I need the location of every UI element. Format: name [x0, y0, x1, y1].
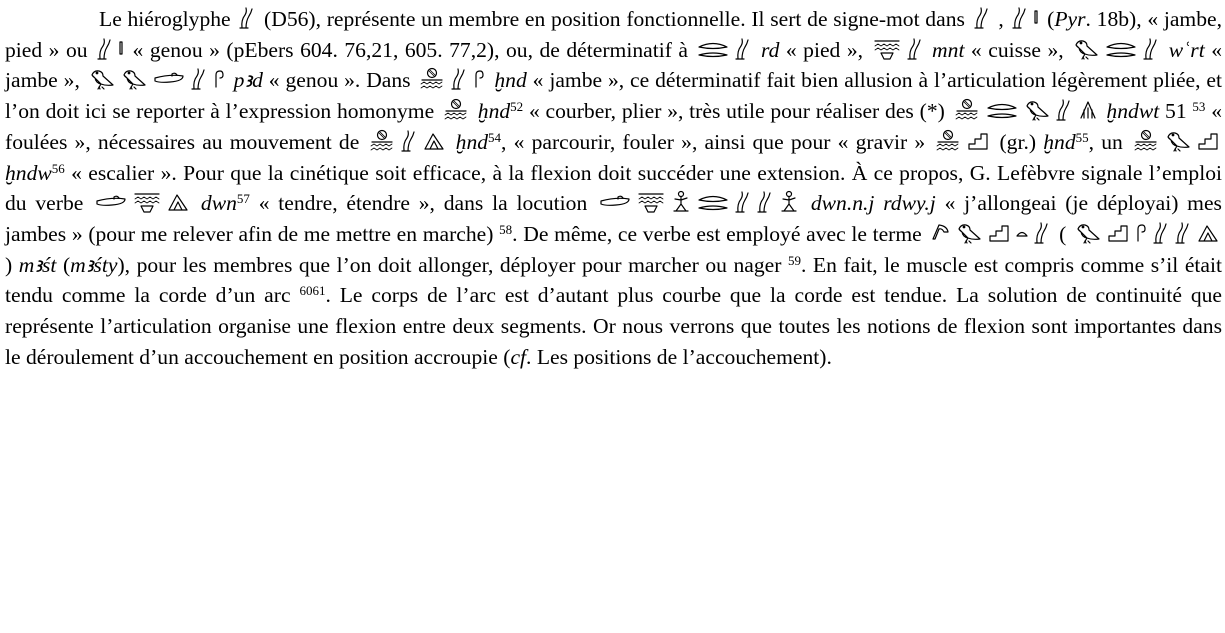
leg-icon: [96, 37, 114, 61]
leg-icon: [1142, 37, 1160, 61]
text-run: « escalier ». Pour que la cinétique soit efficace, à la flexion doit succéder une extension. À ce propos, G. Lefèbvre signale l’emploi du verbe: [5, 160, 1222, 216]
leg-icon: [1174, 221, 1192, 245]
placenta-icon: [418, 67, 446, 91]
leg-icon: [238, 6, 256, 30]
leg-icon: [400, 129, 418, 153]
footnote-ref: 59: [787, 252, 801, 268]
walk-icon: [422, 129, 446, 153]
transliteration: dwn: [200, 191, 237, 216]
text-run: Le hiéroglyphe: [99, 7, 237, 31]
text-run: « cuisse »,: [964, 37, 1071, 62]
transliteration: mꜣśt: [18, 252, 57, 277]
text-run: « j’allongeai (je déployai) mes jambes » (pour me relever afin de me mettre en marche): [5, 191, 1222, 246]
bird-icon: [88, 67, 116, 91]
plural-icon: [1077, 98, 1099, 122]
bird-icon: [1164, 129, 1192, 153]
transliteration: ḫnd: [455, 129, 489, 154]
text-run: [192, 191, 201, 215]
stairs-icon: [1106, 221, 1130, 245]
mouth-icon: [1104, 37, 1138, 61]
bird-icon: [955, 221, 983, 245]
text-run: ,: [992, 7, 1010, 31]
text-run: . De même, ce verbe est employé avec le terme: [512, 221, 928, 246]
hand-icon: [94, 190, 128, 214]
bird-icon: [1074, 221, 1102, 245]
leg-icon: [756, 190, 774, 214]
text-run: (: [1041, 7, 1055, 31]
transliteration: rd: [760, 37, 780, 62]
text-run: « genou » (pEbers 604. 76,21, 605. 77,2), ou, de déterminatif à: [126, 37, 695, 62]
text-run: , un: [1088, 129, 1130, 154]
leg-icon: [1033, 221, 1051, 245]
hand-icon: [598, 190, 632, 214]
footnote-ref: 54: [488, 129, 502, 145]
transliteration: ḫnd: [1043, 129, 1076, 154]
leg-icon: [1011, 6, 1029, 30]
text-run: « jambe »,: [5, 37, 1222, 93]
placenta-icon: [442, 98, 470, 122]
placenta-icon: [1132, 129, 1160, 153]
leg-icon: [1152, 221, 1170, 245]
transliteration: ḫndw: [5, 160, 52, 185]
leg-icon: [906, 37, 924, 61]
transliteration: dwn.n.j rdwy.j: [810, 191, 936, 216]
text-run: « genou ». Dans: [262, 68, 417, 93]
man-icon: [670, 190, 692, 214]
text-run: , « parcourir, fouler », ainsi que pour « gravir »: [501, 129, 933, 154]
transliteration: ḫnd: [477, 99, 511, 124]
bird-icon: [120, 67, 148, 91]
stairs-icon: [1196, 129, 1220, 153]
placenta-icon: [368, 129, 396, 153]
text-run: . 18b), « jambe, pied » ou: [5, 7, 1222, 62]
transliteration: pꜣd: [233, 68, 263, 93]
transliteration: wʿrt: [1168, 37, 1205, 62]
text-run: « jambe », ce déterminatif fait bien allusion à l’articulation légèrement pliée, et l’on doit ici se reporter à l’expression homonyme: [5, 68, 1222, 124]
coil-icon: [212, 67, 226, 91]
coil-icon: [472, 67, 486, 91]
mouth-icon: [696, 190, 730, 214]
text-run: (: [1053, 221, 1072, 246]
placenta-icon: [934, 129, 962, 153]
text-run: « foulées », nécessaires au mouvement de: [5, 99, 1223, 154]
walk-icon: [166, 190, 190, 214]
footnote-ref: 6061: [299, 283, 326, 299]
text-run: (D56), représente un membre en position fonctionnelle. Il sert de signe-mot dans: [258, 7, 971, 31]
man-icon: [778, 190, 800, 214]
leg-icon: [450, 67, 468, 91]
text-run: 51: [1159, 99, 1193, 124]
text-run: [448, 130, 455, 154]
water-icon: [872, 37, 902, 61]
text-run: « tendre, étendre », dans la locution: [249, 191, 597, 216]
text-run: ): [5, 252, 19, 277]
transliteration: ḫnd: [494, 68, 527, 93]
text-run: « pied »,: [779, 37, 870, 62]
stroke-icon: [118, 37, 124, 61]
mouth-icon: [985, 98, 1019, 122]
sickle-icon: [929, 221, 951, 245]
water-icon: [636, 190, 666, 214]
stairs-icon: [966, 129, 990, 153]
footnote-ref: 52: [510, 99, 524, 115]
footnote-ref: 53: [1192, 99, 1206, 115]
text-run: [802, 191, 811, 215]
footnote-ref: 57: [236, 191, 250, 207]
mouth-icon: [696, 37, 730, 61]
text-run: ), pour les membres que l’on doit allonger, déployer pour marcher ou nager: [117, 252, 788, 277]
text-run: (: [56, 252, 71, 277]
leg-icon: [1055, 98, 1073, 122]
bread-icon: [1015, 221, 1029, 245]
bird-icon: [1023, 98, 1051, 122]
stroke-icon: [1033, 6, 1039, 30]
bird-icon: [1072, 37, 1100, 61]
transliteration: mꜣśty: [70, 252, 118, 277]
footnote-ref: 56: [51, 160, 65, 176]
stairs-icon: [987, 221, 1011, 245]
text-run: « courber, plier », très utile pour réaliser des (*): [523, 99, 951, 124]
leg-icon: [734, 190, 752, 214]
water-icon: [132, 190, 162, 214]
text-run: . Le corps de l’arc est d’autant plus courbe que la corde est tendue. La solution de continuité que représente l’articulation organise une flexion entre deux segments. Or nous verrons que toutes les notions de flexion sont importantes dans le déroulement d’un accouchement en position accroupie (: [5, 283, 1222, 369]
transliteration: Pyr: [1054, 7, 1086, 31]
walk-icon: [1196, 221, 1220, 245]
text-run: . En fait, le muscle est compris comme s’il était tendu comme la corde d’un arc: [5, 252, 1222, 308]
placenta-icon: [953, 98, 981, 122]
footnote-ref: 58: [499, 221, 513, 237]
text-run: . Les positions de l’accouchement).: [526, 344, 832, 369]
footnote-ref: 55: [1075, 129, 1089, 145]
transliteration: ḫndwt: [1106, 99, 1160, 124]
leg-icon: [973, 6, 991, 30]
text-run: (gr.): [992, 129, 1044, 154]
leg-icon: [734, 37, 752, 61]
coil-icon: [1134, 221, 1148, 245]
transliteration: mnt: [932, 37, 965, 62]
hand-icon: [152, 67, 186, 91]
leg-icon: [190, 67, 208, 91]
body-paragraph: [5, 4, 1222, 372]
transliteration: cf: [510, 344, 527, 369]
